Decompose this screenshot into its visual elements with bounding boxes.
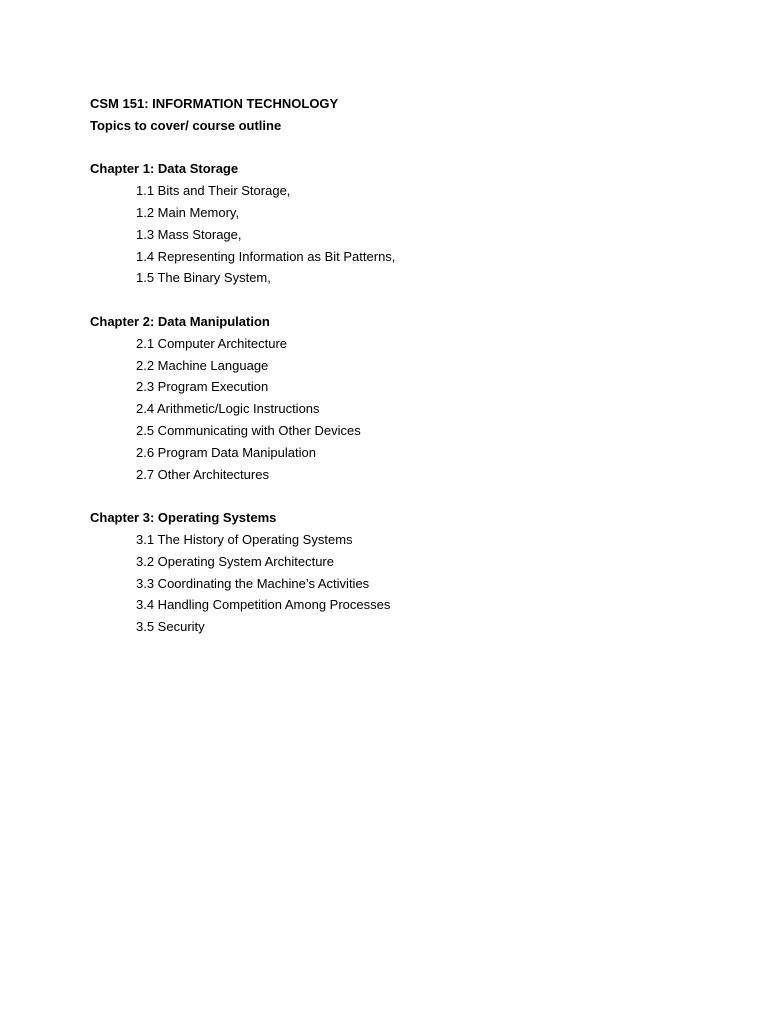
course-title: CSM 151: INFORMATION TECHNOLOGY (90, 96, 339, 111)
topic-item: 2.1 Computer Architecture (136, 335, 288, 351)
spacer (90, 289, 710, 311)
topic-item: 2.7 Other Architectures (136, 466, 269, 482)
chapter-1 (90, 158, 710, 289)
course-outline (90, 93, 710, 638)
chapter-heading: Chapter 3: Operating Systems (90, 510, 277, 526)
topic-item: 3.1 The History of Operating Systems (136, 531, 353, 547)
topic-item: 3.2 Operating System Architecture (136, 553, 334, 569)
spacer (90, 137, 710, 159)
topic-item: 1.4 Representing Information as Bit Patterns, (136, 248, 396, 264)
topic-item: 2.4 Arithmetic/Logic Instructions (136, 401, 320, 417)
chapter-2 (90, 311, 710, 485)
topic-item: 1.3 Mass Storage, (136, 226, 242, 242)
outline-subtitle: Topics to cover/ course outline (90, 117, 282, 133)
topic-item: 2.3 Program Execution (136, 379, 269, 395)
chapter-3 (90, 507, 710, 638)
topic-item: 3.5 Security (136, 619, 205, 635)
topic-item: 2.5 Communicating with Other Devices (136, 422, 361, 438)
topic-item: 1.5 The Binary System, (136, 270, 271, 286)
topic-item: 2.2 Machine Language (136, 357, 269, 373)
topic-item: 1.1 Bits and Their Storage, (136, 183, 291, 199)
topic-item: 3.4 Handling Competition Among Processes (136, 597, 391, 613)
spacer (90, 485, 710, 507)
topic-item: 2.6 Program Data Manipulation (136, 444, 316, 460)
topic-item: 1.2 Main Memory, (136, 204, 240, 220)
chapter-heading: Chapter 2: Data Manipulation (90, 313, 270, 329)
topic-item: 3.3 Coordinating the Machine’s Activities (136, 575, 370, 591)
chapter-heading: Chapter 1: Data Storage (90, 161, 239, 177)
